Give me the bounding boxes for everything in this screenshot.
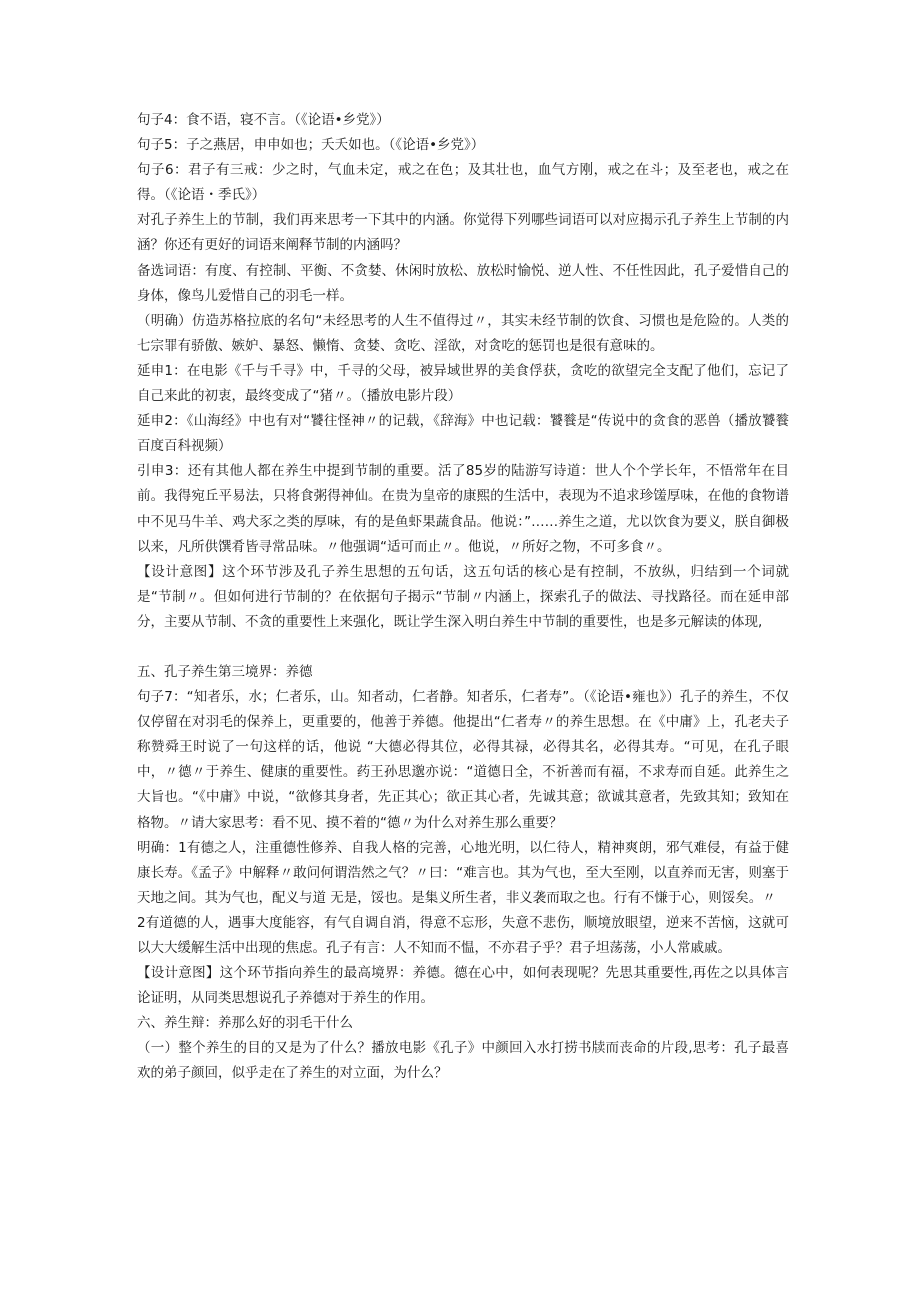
sentence-6: 句子6：君子有三戒：少之时，气血未定，戒之在色；及其壮也，血气方刚，戒之在斗；及至老也，戒之在得。（《论语・季氏》） <box>137 162 789 204</box>
clarification-2: 2有道德的人，遇事大度能容，有气自调自消，得意不忘形，失意不悲伤，顺境放眼望，逆来不苦恼，这就可以大大缓解生活中出现的焦虑。孔子有言：人不知而不愠，不亦君子乎？君子坦荡荡，小人常戚戚。 <box>137 914 789 956</box>
clarification-1: 明确：1有德之人，注重德性修养、自我人格的完善，心地光明，以仁待人，精神爽朗，邪气难侵，有益于健康长寿。《孟子》中解释〃敢问何谓浩然之气？〃曰：“难言也。其为气也，至大至刚，以直养而无害，则塞于天地之间。其为气也，配义与道 无是，馁也。是集义所生者，非义袭而取之也。行有不慊于心，则馁矣。〃 <box>137 839 789 906</box>
reflection-question: 对孔子养生上的节制，我们再来思考一下其中的内涵。你觉得下列哪些词语可以对应揭示孔子养生上节制的内涵？你还有更好的词语来阐释节制的内涵吗？ <box>137 212 789 254</box>
sentence-4: 句子4：食不语，寝不言。（《论语•乡党》） <box>137 112 390 128</box>
extension-3: 引申3：还有其他人都在养生中提到节制的重要。活了85岁的陆游写诗道：世人个个学长年，不悟常年在目前。我得宛丘平易法，只将食粥得神仙。在贵为皇帝的康熙的生活中，表现为不追求珍馐厚味，在他的食物谱中不见马牛羊、鸡犬豕之类的厚味，有的是鱼虾果蔬食品。他说：”……养生之道，尤以饮食为要义，朕自御极以来，凡所供馔肴皆寻常品味。〃他强调“适可而止〃。他说，〃所好之物，不可多食〃。 <box>137 463 789 555</box>
section-5-heading: 五、孔子养生第三境界：养德 <box>137 663 313 680</box>
extension-2: 延申2：《山海经》中也有对“饕往怪神〃的记载，《辞海》中也记载：饕餮是“传说中的贪食的恶兽（播放饕餮百度百科视频） <box>137 413 789 455</box>
candidate-words: 备选词语：有度、有控制、平衡、不贪婪、休闲时放松、放松时愉悦、逆人性、不任性因此，孔子爱惜自己的身体，像鸟儿爱惜自己的羽毛一样。 <box>137 262 789 304</box>
paragraph-gap <box>137 635 789 660</box>
sentence-5: 句子5：子之燕居，申申如也；夭夭如也。（《论语•乡党》） <box>137 137 485 154</box>
design-intent-2: 【设计意图】这个环节指向养生的最高境界：养德。德在心中，如何表现呢？先思其重要性,再佐之以具体言论证明，从同类思想说孔子养德对于养生的作用。 <box>137 965 789 1007</box>
sentence-7: 句子7：“知者乐，水；仁者乐，山。知者动，仁者静。知者乐，仁者寿”。（《论语•雍也》）孔子的养生，不仅仅停留在对羽毛的保养上，更重要的，他善于养德。他提出“仁者寿〃的养生思想。在《中庸》上，孔老夫子称赞舜王时说了一句这样的话，他说 “大德必得其位，必得其禄，必得其名，必得其寿。“可见，在孔子眼中，〃德〃于养生、健康的重要性。药王孙思邈亦说：“道德日全，不祈善而有福，不求寿而自延。此养生之大旨也。“《中庸》中说，“欲修其身者，先正其心；欲正其心者，先诚其意；欲诚其意者，先致其知；致知在格物。〃请大家思考：看不见、摸不着的“德〃为什么对养生那么重要？ <box>137 689 789 831</box>
document-body <box>137 108 789 1087</box>
section-6-question-1: （一）整个养生的目的又是为了什么？播放电影《孔子》中颜回入水打捞书牍而丧命的片段,思考：孔子最喜欢的弟子颜回，似乎走在了养生的对立面，为什么？ <box>137 1040 789 1082</box>
extension-1: 延申1：在电影《千与千寻》中，千寻的父母，被异域世界的美食俘获，贪吃的欲望完全支配了他们，忘记了自己来此的初衷，最终变成了“猪〃。（播放电影片段） <box>137 362 789 405</box>
clarification: （明确）仿造苏格拉底的名句“未经思考的人生不值得过〃，其实未经节制的饮食、习惯也是危险的。人类的七宗罪有骄傲、嫉妒、暴怒、懒惰、贪婪、贪吃、淫欲，对贪吃的惩罚也是很有意味的。 <box>137 312 789 354</box>
section-6-heading: 六、养生辩：养那么好的羽毛干什么 <box>137 1015 353 1032</box>
design-intent-1: 【设计意图】这个环节涉及孔子养生思想的五句话，这五句话的核心是有控制，不放纵，归结到一个词就是“节制〃。但如何进行节制的？在依据句子揭示“节制〃内涵上，探索孔子的做法、寻找路径。而在延申部分，主要从节制、不贪的重要性上来强化，既让学生深入明白养生中节制的重要性，也是多元解读的体现, <box>137 563 789 630</box>
